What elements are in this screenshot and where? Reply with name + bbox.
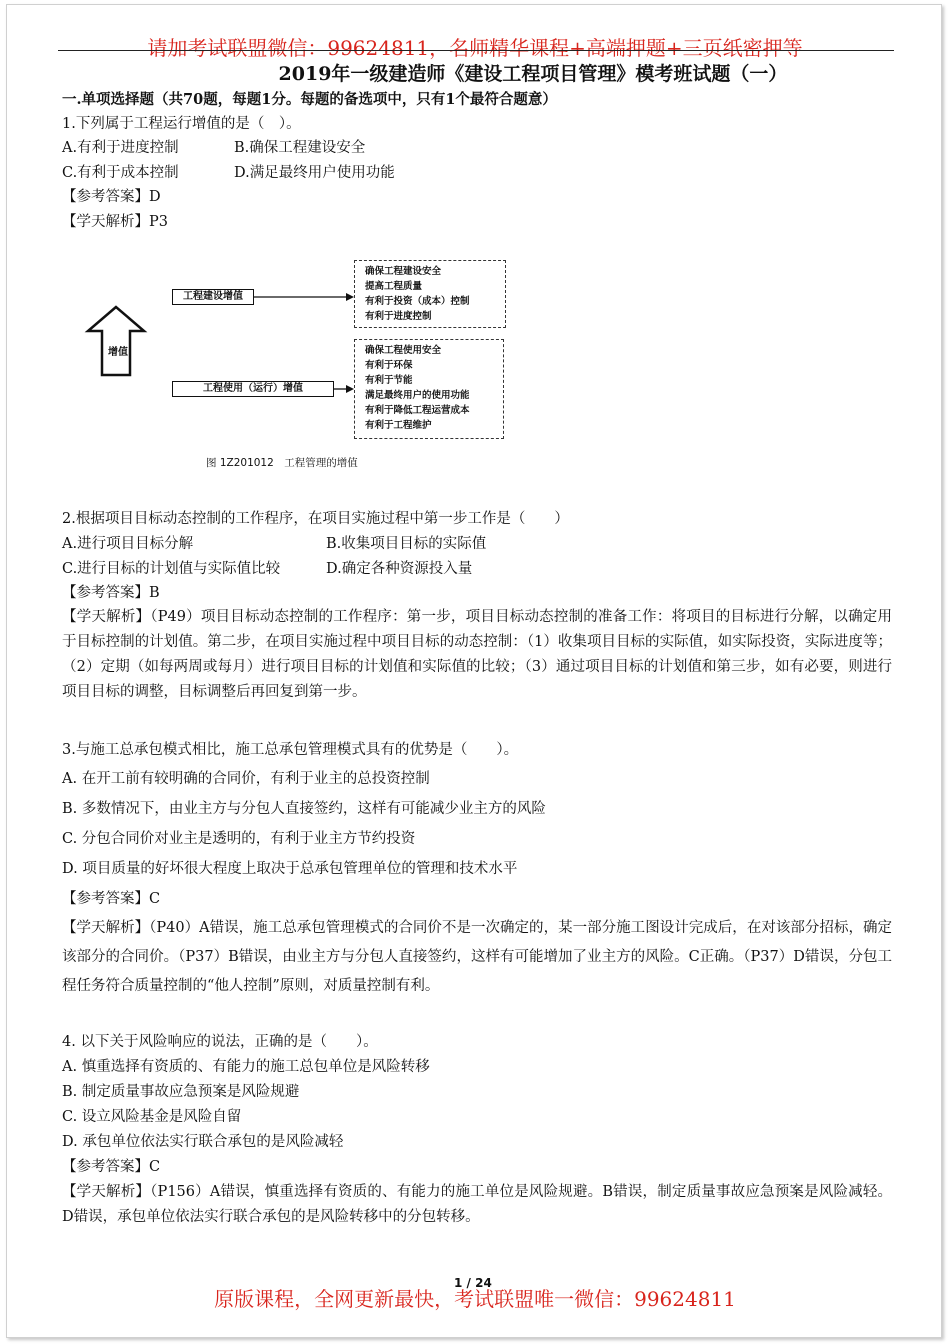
list-item: 有利于进度控制 xyxy=(365,311,432,322)
question-3-option-a: A. 在开工前有较明确的合同价，有利于业主的总投资控制 xyxy=(62,771,430,787)
construction-value-box: 工程建设增值 xyxy=(172,289,254,305)
question-1-option-b: B.确保工程建设安全 xyxy=(234,140,366,156)
question-3-stem: 3.与施工总承包模式相比，施工总承包管理模式具有的优势是（ ）。 xyxy=(62,742,519,758)
value-added-label: 增值 xyxy=(108,347,128,358)
question-4-option-c: C. 设立风险基金是风险自留 xyxy=(62,1109,242,1125)
question-3-option-d: D. 项目质量的好坏很大程度上取决于总承包管理单位的管理和技术水平 xyxy=(62,861,518,877)
question-2-option-d: D.确定各种资源投入量 xyxy=(326,561,473,577)
question-4-option-b: B. 制定质量事故应急预案是风险规避 xyxy=(62,1084,300,1100)
header-rule xyxy=(58,50,894,51)
construction-value-list xyxy=(354,260,506,328)
question-3-answer: 【参考答案】C xyxy=(62,891,161,907)
footer-banner: 原版课程，全网更新最快，考试联盟唯一微信：99624811 xyxy=(214,1287,736,1311)
question-4-option-a: A. 慎重选择有资质的、有能力的施工总包单位是风险转移 xyxy=(62,1059,430,1075)
list-item: 有利于节能 xyxy=(365,375,413,386)
question-4-answer: 【参考答案】C xyxy=(62,1159,161,1175)
question-3-analysis: 【学天解析】（P40）A错误，施工总承包管理模式的合同价不是一次确定的，某一部分施工图设计完成后，在对该部分招标，确定该部分的合同价。（P37）B错误，由业主方与分包人直接签约，这样有可能增加了业主方的风险。C正确。（P37）D错误，分包工程任务符合质量控制的“他人控制”原则，对质量控制有利。 xyxy=(62,920,892,994)
list-item: 确保工程使用安全 xyxy=(365,345,442,356)
question-3-option-c: C. 分包合同价对业主是透明的，有利于业主方节约投资 xyxy=(62,831,416,847)
list-item: 提高工程质量 xyxy=(365,281,423,292)
up-arrow-icon xyxy=(88,307,144,375)
question-2-answer: 【参考答案】B xyxy=(62,585,160,601)
list-item: 有利于投资（成本）控制 xyxy=(365,296,470,307)
question-1-stem: 1.下列属于工程运行增值的是（ ）。 xyxy=(62,116,301,132)
list-item: 确保工程建设安全 xyxy=(365,266,442,277)
question-4-analysis: 【学天解析】（P156）A错误，慎重选择有资质的、有能力的施工单位是风险规避。B错误，制定质量事故应急预案是风险减轻。D错误，承包单位依法实行联合承包的是风险转移中的分包转移。 xyxy=(62,1184,893,1225)
page-number: 1 / 24 xyxy=(454,1276,492,1290)
list-item: 有利于环保 xyxy=(365,360,413,371)
list-item: 有利于工程维护 xyxy=(365,420,432,431)
question-1-option-d: D.满足最终用户使用功能 xyxy=(234,165,395,181)
question-3-option-b: B. 多数情况下，由业主方与分包人直接签约，这样有可能减少业主方的风险 xyxy=(62,801,546,817)
figure-caption: 图 1Z201012 工程管理的增值 xyxy=(206,457,358,469)
header-banner: 请加考试联盟微信：99624811，名师精华课程+高端押题+三页纸密押等 xyxy=(147,36,803,60)
question-2-option-c: C.进行目标的计划值与实际值比较 xyxy=(62,561,281,577)
list-item: 有利于降低工程运营成本 xyxy=(365,405,470,416)
list-item: 满足最终用户的使用功能 xyxy=(365,390,470,401)
question-2-option-a: A.进行项目目标分解 xyxy=(62,536,194,552)
operation-value-box: 工程使用（运行）增值 xyxy=(172,381,334,397)
question-1-option-c: C.有利于成本控制 xyxy=(62,165,179,181)
question-2-stem: 2.根据项目目标动态控制的工作程序，在项目实施过程中第一步工作是（ ） xyxy=(62,511,569,527)
question-4-stem: 4. 以下关于风险响应的说法，正确的是（ ）。 xyxy=(62,1034,378,1050)
question-1-option-a: A.有利于进度控制 xyxy=(62,140,179,156)
section-heading: 一.单项选择题（共70题，每题1分。每题的备选项中，只有1个最符合题意） xyxy=(62,91,557,108)
question-1-answer: 【参考答案】D xyxy=(62,189,161,205)
question-1-analysis: 【学天解析】P3 xyxy=(62,214,168,230)
question-4-option-d: D. 承包单位依法实行联合承包的是风险减轻 xyxy=(62,1134,344,1150)
value-added-diagram xyxy=(84,255,524,475)
question-2-option-b: B.收集项目目标的实际值 xyxy=(326,536,487,552)
question-2-analysis: 【学天解析】（P49）项目目标动态控制的工作程序：第一步，项目目标动态控制的准备工作：将项目的目标进行分解，以确定用于目标控制的计划值。第二步，在项目实施过程中项目目标的动态控制：（1）收集项目目标的实际值，如实际投资，实际进度等；（2）定期（如每两周或每月）进行项目目标的计划值和实际值的比较；（3）通过项目目标的计划值和第三步，如有必要，则进行项目目标的调整，目标调整后再回复到第一步。 xyxy=(62,609,893,700)
operation-value-list xyxy=(354,339,504,439)
document-title: 2019年一级建造师《建设工程项目管理》模考班试题（一） xyxy=(278,63,788,85)
